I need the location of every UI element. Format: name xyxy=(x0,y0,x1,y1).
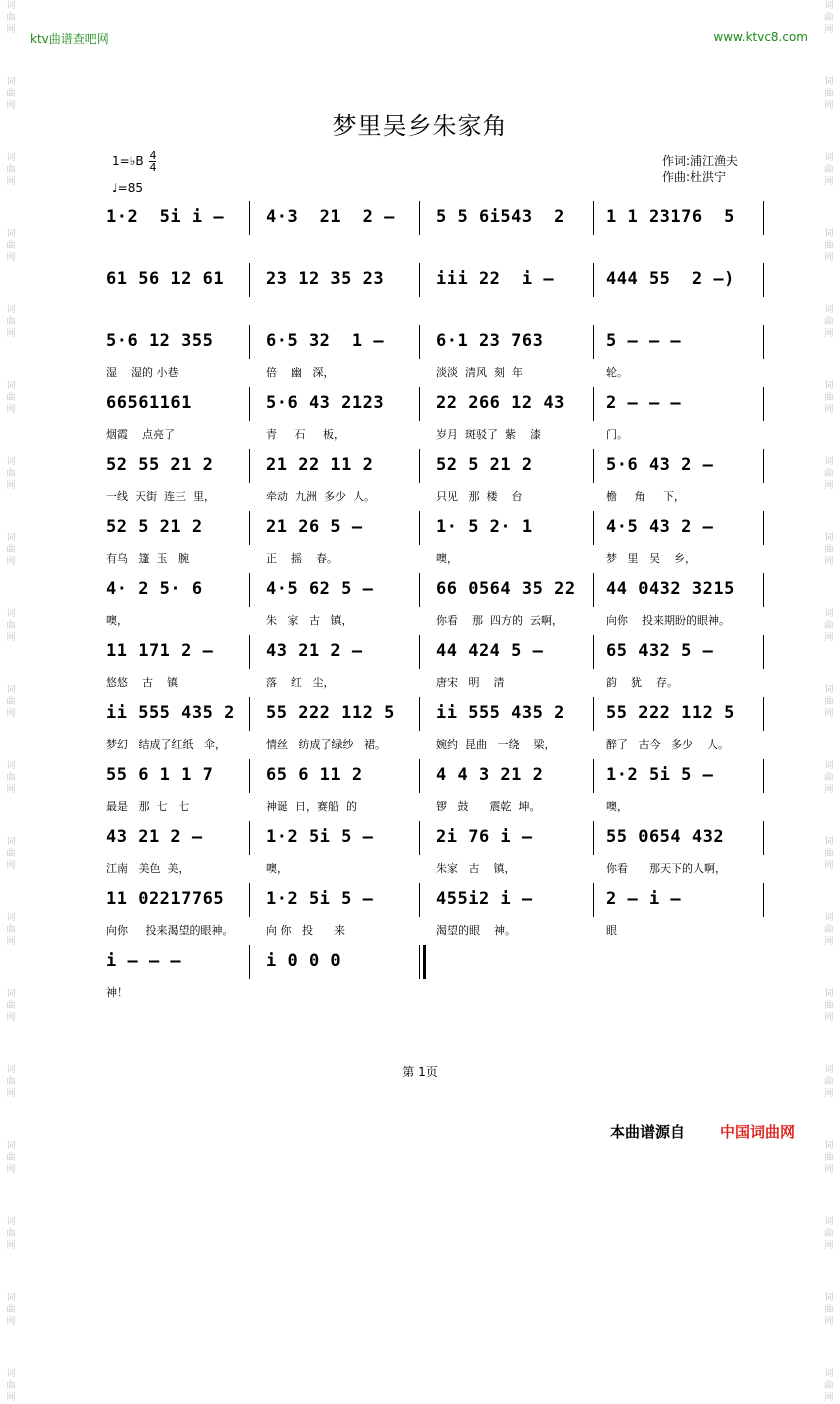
barline xyxy=(593,325,594,359)
flat-sign: ♭ xyxy=(129,154,136,168)
measure: 4·5 62 5 – xyxy=(266,579,374,599)
score-line xyxy=(106,579,766,601)
barline xyxy=(593,821,594,855)
key-note: B xyxy=(135,154,144,168)
watermark-text: 词曲网 xyxy=(6,77,16,111)
left-watermark-strip xyxy=(0,0,22,1403)
barline xyxy=(763,573,764,607)
measure: 44 424 5 – xyxy=(436,641,544,661)
lyric-segment: 噢， xyxy=(606,800,628,813)
watermark-text: 词曲网 xyxy=(6,1369,16,1403)
barline xyxy=(249,449,250,483)
key-signature xyxy=(112,150,156,173)
lyric-segment: 噢， xyxy=(106,614,128,627)
measure: 55 6 1 1 7 xyxy=(106,765,214,785)
measure: 11 171 2 – xyxy=(106,641,214,661)
barline xyxy=(763,201,764,235)
lyric-segment: 一线 天街 连三 里， xyxy=(106,490,215,503)
measure: 1·2 5i 5 – xyxy=(266,827,374,847)
watermark-text: 词曲网 xyxy=(824,609,834,643)
lyric-segment: 韵 犹 存。 xyxy=(606,676,678,689)
lyric-segment: 噢， xyxy=(266,862,288,875)
watermark-text: 词曲网 xyxy=(6,761,16,795)
watermark-text: 词曲网 xyxy=(6,1141,16,1175)
lyric-segment: 梦幻 结成了红纸 伞， xyxy=(106,738,226,751)
measure: 1 1 23176 5 xyxy=(606,207,735,227)
barline xyxy=(249,883,250,917)
watermark-text: 词曲网 xyxy=(6,609,16,643)
score-line xyxy=(106,951,766,973)
barline xyxy=(419,449,420,483)
barline xyxy=(419,883,420,917)
lyric-segment: 檐 角 下， xyxy=(606,490,685,503)
measure: 4 4 3 21 2 xyxy=(436,765,544,785)
score-line xyxy=(106,765,766,787)
measure: 55 222 112 5 xyxy=(606,703,735,723)
lyric-segment: 锣 鼓 震乾 坤。 xyxy=(436,800,541,813)
measure: 1· 5 2· 1 xyxy=(436,517,533,537)
measure: 6·1 23 763 xyxy=(436,331,544,351)
measure: 2 – i – xyxy=(606,889,682,909)
watermark-text: 词曲网 xyxy=(824,533,834,567)
barline xyxy=(249,635,250,669)
song-title: 梦里吴乡朱家角 xyxy=(332,112,508,140)
watermark-text: 词曲网 xyxy=(824,77,834,111)
measure: 4· 2 5· 6 xyxy=(106,579,203,599)
lyric-segment: 悠悠 古 镇 xyxy=(106,676,178,689)
barline xyxy=(593,573,594,607)
measure: 52 5 21 2 xyxy=(436,455,533,475)
measure: 6·5 32 1 – xyxy=(266,331,385,351)
barline xyxy=(593,511,594,545)
lyric-segment: 噢， xyxy=(436,552,458,565)
measure: 55 222 112 5 xyxy=(266,703,395,723)
measure: iii 22 i – xyxy=(436,269,555,289)
barline xyxy=(763,883,764,917)
barline xyxy=(763,511,764,545)
lyric-segment: 眼 xyxy=(606,924,617,937)
barline xyxy=(249,387,250,421)
watermark-text: 词曲网 xyxy=(824,305,834,339)
time-signature xyxy=(149,150,156,173)
lyric-segment: 渴望的眼 神。 xyxy=(436,924,516,937)
final-barline-thick xyxy=(423,945,426,979)
lyric-segment: 神诞 日，赛船 的 xyxy=(266,800,357,813)
measure: 5 – – – xyxy=(606,331,682,351)
measure: 55 0654 432 xyxy=(606,827,725,847)
measure: 5·6 12 355 xyxy=(106,331,214,351)
measure: 1·2 5i i – xyxy=(106,207,225,227)
lyric-segment: 有乌 篷 玉 腕 xyxy=(106,552,189,565)
measure: 21 22 11 2 xyxy=(266,455,374,475)
measure: 66 0564 35 22 xyxy=(436,579,576,599)
score-line xyxy=(106,641,766,663)
tempo-marking: ♩=85 xyxy=(112,181,143,195)
barline xyxy=(593,387,594,421)
composer: 作曲:杜洪宁 xyxy=(662,170,727,184)
measure: 66561161 xyxy=(106,393,192,413)
watermark-text: 词曲网 xyxy=(6,229,16,263)
watermark-text: 词曲网 xyxy=(824,837,834,871)
watermark-text: 词曲网 xyxy=(6,837,16,871)
source-site[interactable]: 中国词曲网 xyxy=(720,1123,796,1141)
watermark-text: 词曲网 xyxy=(824,685,834,719)
watermark-text: 词曲网 xyxy=(824,1,834,35)
barline xyxy=(763,635,764,669)
watermark-text: 词曲网 xyxy=(6,913,16,947)
watermark-text: 词曲网 xyxy=(6,533,16,567)
measure: 4·5 43 2 – xyxy=(606,517,714,537)
site-name-left[interactable]: ktv曲谱查吧网 xyxy=(30,32,109,46)
barline xyxy=(593,201,594,235)
barline xyxy=(763,821,764,855)
lyric-segment: 门。 xyxy=(606,428,628,441)
measure: 52 5 21 2 xyxy=(106,517,203,537)
score-line xyxy=(106,393,766,415)
barline xyxy=(249,945,250,979)
watermark-text: 词曲网 xyxy=(824,1065,834,1099)
watermark-text: 词曲网 xyxy=(6,685,16,719)
lyric-segment: 只见 那 楼 台 xyxy=(436,490,523,503)
lyric-segment: 向你 投来渴望的眼神。 xyxy=(106,924,234,937)
lyric-segment: 朱家 古 镇， xyxy=(436,862,516,875)
barline xyxy=(419,697,420,731)
measure: ii 555 435 2 xyxy=(436,703,565,723)
measure: 2 – – – xyxy=(606,393,682,413)
barline xyxy=(419,573,420,607)
measure: 5·6 43 2123 xyxy=(266,393,385,413)
watermark-text: 词曲网 xyxy=(6,1217,16,1251)
barline xyxy=(419,263,420,297)
watermark-text: 词曲网 xyxy=(6,1,16,35)
barline xyxy=(593,635,594,669)
watermark-text: 词曲网 xyxy=(824,381,834,415)
lyric-segment: 向你 投来期盼的眼神。 xyxy=(606,614,730,627)
score-line xyxy=(106,455,766,477)
measure: 21 26 5 – xyxy=(266,517,363,537)
barline xyxy=(419,759,420,793)
final-barline-thin xyxy=(419,945,420,979)
lyric-segment: 江南 美色 美， xyxy=(106,862,190,875)
lyric-segment: 你看 那 四方的 云啊， xyxy=(436,614,563,627)
lyric-segment: 婉约 昆曲 一绕 梁， xyxy=(436,738,556,751)
watermark-text: 词曲网 xyxy=(6,1293,16,1327)
key-prefix: 1= xyxy=(112,154,130,168)
measure: 61 56 12 61 xyxy=(106,269,225,289)
watermark-text: 词曲网 xyxy=(6,305,16,339)
barline xyxy=(593,449,594,483)
right-watermark-strip xyxy=(818,0,840,1403)
barline xyxy=(249,263,250,297)
barline xyxy=(763,759,764,793)
watermark-text: 词曲网 xyxy=(6,989,16,1023)
measure: 444 55 2 –) xyxy=(606,269,735,289)
barline xyxy=(419,325,420,359)
measure: 5·6 43 2 – xyxy=(606,455,714,475)
measure: 2i 76 i – xyxy=(436,827,533,847)
measure: 5 5 6i543 2 xyxy=(436,207,565,227)
measure: 23 12 35 23 xyxy=(266,269,385,289)
barline xyxy=(763,263,764,297)
barline xyxy=(593,883,594,917)
watermark-text: 词曲网 xyxy=(6,1065,16,1099)
measure: ii 555 435 2 xyxy=(106,703,235,723)
source-label: 本曲谱源自 xyxy=(610,1123,686,1141)
lyric-segment: 情丝 纺成了绿纱 裙。 xyxy=(266,738,386,751)
measure: 11 02217765 xyxy=(106,889,225,909)
watermark-text: 词曲网 xyxy=(824,761,834,795)
watermark-text: 词曲网 xyxy=(824,153,834,187)
lyric-segment: 倍 幽 深， xyxy=(266,366,335,379)
watermark-text: 词曲网 xyxy=(824,457,834,491)
score-line xyxy=(106,207,766,229)
lyric-segment: 朱 家 古 镇， xyxy=(266,614,353,627)
measure: i – – – xyxy=(106,951,182,971)
time-denominator: 4 xyxy=(149,161,157,174)
score-line xyxy=(106,889,766,911)
lyric-segment: 湿 湿的 小巷 xyxy=(106,366,179,379)
score-line xyxy=(106,827,766,849)
lyricist: 作词:浦江渔夫 xyxy=(662,154,739,168)
watermark-text: 词曲网 xyxy=(6,381,16,415)
time-numerator: 4 xyxy=(149,149,157,162)
credits xyxy=(662,153,738,185)
barline xyxy=(249,325,250,359)
score-line xyxy=(106,269,766,291)
score-line xyxy=(106,517,766,539)
lyric-segment: 正 摇 春。 xyxy=(266,552,338,565)
watermark-text: 词曲网 xyxy=(824,1293,834,1327)
watermark-text: 词曲网 xyxy=(824,1217,834,1251)
watermark-text: 词曲网 xyxy=(824,989,834,1023)
lyric-segment: 醉了 古今 多少 人。 xyxy=(606,738,729,751)
score-line xyxy=(106,331,766,353)
measure: 1·2 5i 5 – xyxy=(606,765,714,785)
barline xyxy=(249,201,250,235)
score-line xyxy=(106,703,766,725)
lyric-segment: 淡淡 清风 刻 年 xyxy=(436,366,523,379)
barline xyxy=(249,511,250,545)
barline xyxy=(593,263,594,297)
measure: 43 21 2 – xyxy=(106,827,203,847)
barline xyxy=(593,759,594,793)
lyric-segment: 最是 那 七 七 xyxy=(106,800,189,813)
barline xyxy=(763,449,764,483)
watermark-text: 词曲网 xyxy=(824,1369,834,1403)
lyric-segment: 牵动 九洲 多少 人。 xyxy=(266,490,375,503)
measure: i 0 0 0 xyxy=(266,951,342,971)
barline xyxy=(419,201,420,235)
barline xyxy=(763,697,764,731)
lyric-segment: 轮。 xyxy=(606,366,628,379)
site-url-right[interactable]: www.ktvc8.com xyxy=(713,30,808,44)
watermark-text: 词曲网 xyxy=(6,153,16,187)
lyric-segment: 你看 那天下的人啊， xyxy=(606,862,726,875)
barline xyxy=(249,759,250,793)
measure: 52 55 21 2 xyxy=(106,455,214,475)
lyric-segment: 青 石 板， xyxy=(266,428,345,441)
barline xyxy=(419,821,420,855)
lyric-segment: 唐宋 明 清 xyxy=(436,676,505,689)
barline xyxy=(763,325,764,359)
measure: 65 432 5 – xyxy=(606,641,714,661)
barline xyxy=(419,635,420,669)
measure: 22 266 12 43 xyxy=(436,393,565,413)
measure: 1·2 5i 5 – xyxy=(266,889,374,909)
watermark-text: 词曲网 xyxy=(824,913,834,947)
measure: 43 21 2 – xyxy=(266,641,363,661)
barline xyxy=(593,697,594,731)
watermark-text: 词曲网 xyxy=(6,457,16,491)
lyric-segment: 落 红 尘， xyxy=(266,676,335,689)
lyric-segment: 岁月 斑驳了 紫 漆 xyxy=(436,428,541,441)
measure: 4·3 21 2 – xyxy=(266,207,395,227)
measure: 65 6 11 2 xyxy=(266,765,363,785)
barline xyxy=(249,821,250,855)
barline xyxy=(249,573,250,607)
lyric-segment: 向 你 投 来 xyxy=(266,924,345,937)
measure: 44 0432 3215 xyxy=(606,579,735,599)
watermark-text: 词曲网 xyxy=(824,229,834,263)
barline xyxy=(763,387,764,421)
barline xyxy=(419,511,420,545)
measure: 455i2 i – xyxy=(436,889,533,909)
barline xyxy=(419,387,420,421)
lyric-segment: 梦 里 吴 乡， xyxy=(606,552,696,565)
barline xyxy=(249,697,250,731)
page-number: 第 1页 xyxy=(402,1065,438,1079)
lyric-segment: 烟霞 点亮了 xyxy=(106,428,175,441)
watermark-text: 词曲网 xyxy=(824,1141,834,1175)
lyric-segment: 神！ xyxy=(106,986,128,999)
